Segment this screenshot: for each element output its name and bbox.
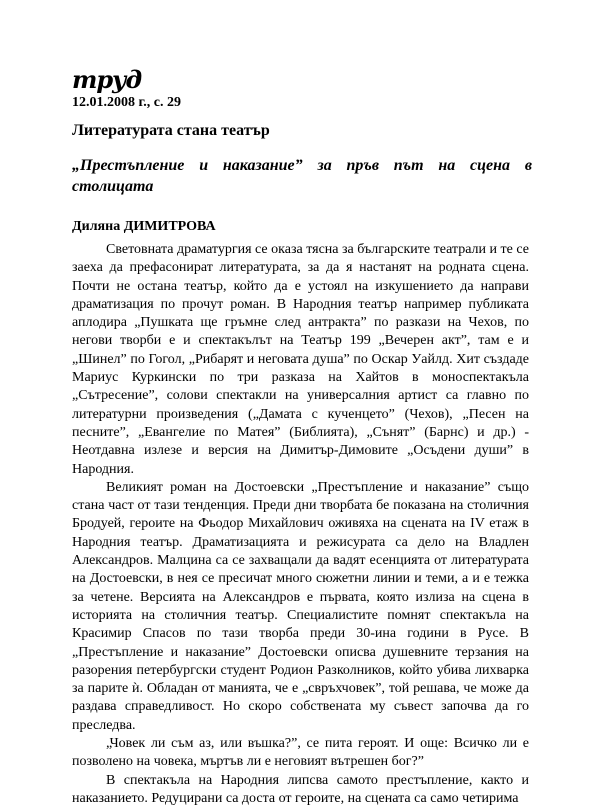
publication-date-page: 12.01.2008 г., с. 29	[72, 95, 181, 110]
paragraph-4: В спектакъла на Народния липсва самото престъпление, както и наказанието. Редуцирани са доста от героите, на сцената са само четирима	[72, 772, 529, 806]
newspaper-logo	[72, 67, 152, 93]
logo-text: труд	[72, 65, 142, 94]
article-author: Диляна ДИМИТРОВА	[72, 219, 216, 234]
article-subheadline: „Престъпление и наказание” за пръв път на сцена в столицата	[72, 157, 532, 195]
article-headline: Литературата стана театър	[72, 122, 270, 139]
paragraph-3: „Човек ли съм аз, или въшка?”, се пита героят. И още: Всичко ли е позволено на човека, мъртъв ли е неговият вътрешен бог?”	[72, 736, 529, 770]
paragraph-1: Световната драматургия се оказа тясна за българските театрали и те се заеха да префасонират литературата, за да я настанят на родната сцена. Почти не остана театър, който да е устоял на изкушението да направи драматизация по прочут роман. В Народния театър например публиката аплодира „Пушката ще гръмне след антракта” по разкази на Чехов, по негови творби е и спектакълът на Театър 199 „Вечерен акт”, там е и „Шинел” по Гогол, „Рибарят и неговата душа” по Оскар Уайлд. Хит създаде Мариус Куркински по три разказа на Хайтов в моноспектакъла „Сътресение”, солови спектакли на универсалния артист са главно по литературни произведения („Дамата с кученцето” (Чехов), „Песен на песните”, „Евангелие по Матея” (Библията), „Сънят” (Барнс) и др.) - Неотдавна излезе и версия на Димитър-Димовите „Осъдени души” в Народния.	[72, 242, 529, 477]
article-body	[72, 241, 529, 808]
paragraph-2: Великият роман на Достоевски „Престъпление и наказание” също стана част от тази тенденция. Преди дни творбата бе показана на столичния Бродуей, героите на Фьодор Михайлович оживяха на сцената на IV етаж в Народния театър. Драматизацията и режисурата са дело на Владлен Александров. Малцина са се захващали да вадят есенцията от литературата на Достоевски, в нея се пресичат много сюжетни линии и теми, а и е тежка за четене. Версията на Александров е първата, която излиза на сцена в историята на столичния театър. Специалистите помнят спектакъла на Красимир Спасов по тази творба преди 30-ина години в Русе. В „Престъпление и наказание” Достоевски описва душевните терзания на разорения петербургски студент Родион Разколников, който убива лихварка за парите ѝ. Обладан от манията, че е „свръхчовек”, той решава, че може да раздава справедливост. Но скоро собствената му съвест започва да го преследва.	[72, 479, 529, 733]
